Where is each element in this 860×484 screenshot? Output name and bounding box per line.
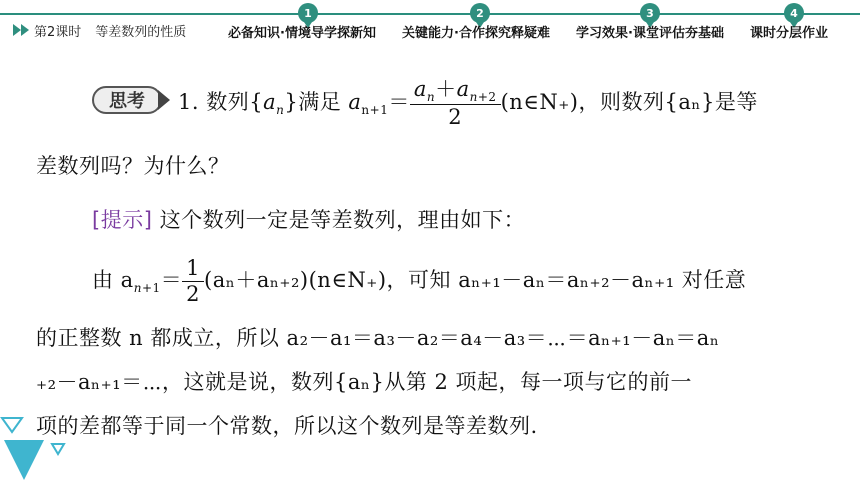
recurrence-fraction: $\frac{a_n+a_{n+2}}{2}$: [410, 77, 501, 131]
nav-section-4[interactable]: [750, 0, 850, 44]
section-number-badge: 3: [640, 3, 660, 23]
nav-section-2[interactable]: [402, 0, 572, 44]
section-number-badge: 1: [298, 3, 318, 23]
lesson-title: [34, 21, 186, 40]
badge-arrow-icon: [158, 90, 170, 110]
hint-text: 这个数列一定是等差数列，理由如下：: [152, 208, 526, 232]
question-line-2: 差数列吗？为什么？: [36, 154, 230, 178]
nav-section-label: 课时分层作业: [750, 26, 829, 41]
proof-line-4: 项的差都等于同一个常数，所以这个数列是等差数列.: [36, 414, 538, 438]
section-number-badge: 4: [784, 3, 804, 23]
nav-section-label: 关键能力·合作探究释疑难: [402, 26, 550, 41]
section-number-badge: 2: [470, 3, 490, 23]
nav-section-3[interactable]: [576, 0, 746, 44]
nav-section-1[interactable]: [228, 0, 398, 44]
think-badge-label: 思考: [92, 86, 162, 114]
half-fraction: $\frac{1}{2}$: [182, 256, 204, 307]
question-satisfies: }满足: [284, 90, 349, 114]
hint-line: [92, 204, 525, 234]
proof-text-a: 由 a: [92, 268, 134, 292]
top-navigation-bar: [0, 0, 860, 44]
lesson-topic: 等差数列的性质: [95, 25, 187, 40]
proof-text-b: (aₙ＋aₙ₊₂)(n∈N₊)，可知 aₙ₊₁－aₙ＝aₙ₊₂－aₙ₊₁ 对任意: [204, 268, 747, 292]
var-n: n: [276, 103, 285, 118]
nav-section-label: 学习效果·课堂评估夯基础: [576, 26, 724, 41]
question-line-1: 1. 数列$\{a_n\}$满足 $a_{n+1}=$ $\frac{a_n+a_{n+2}}{2}$ (n∈N₊)，则数列{aₙ}是等: [178, 76, 758, 130]
proof-line-3: ₊₂－aₙ₊₁＝⋯，这就是说，数列{aₙ}从第 2 项起，每一项与它的前一: [36, 370, 693, 394]
think-badge: [92, 86, 174, 116]
question-prefix: 1. 数列{: [178, 90, 264, 114]
double-play-icon: [13, 24, 31, 36]
nav-section-label: 必备知识·情境导学探新知: [228, 26, 376, 41]
var-a: a: [263, 90, 277, 114]
triangle-decoration-icon: [0, 410, 70, 482]
proof-line-1: 由 $a_{n+1}=$ $\frac{1}{2}$ (aₙ＋aₙ₊₂)(n∈N₊)，可知 aₙ₊₁－aₙ＝aₙ₊₂－aₙ₊₁ 对任意: [92, 255, 747, 306]
question-tail: (n∈N₊)，则数列{aₙ}是等: [500, 90, 758, 114]
proof-line-2: 的正整数 n 都成立，所以 a₂－a₁＝a₃－a₂＝a₄－a₃＝⋯＝aₙ₊₁－aₙ＝aₙ: [36, 326, 720, 350]
hint-label: [提示]: [92, 208, 153, 232]
lesson-number: 第2课时: [34, 25, 82, 40]
